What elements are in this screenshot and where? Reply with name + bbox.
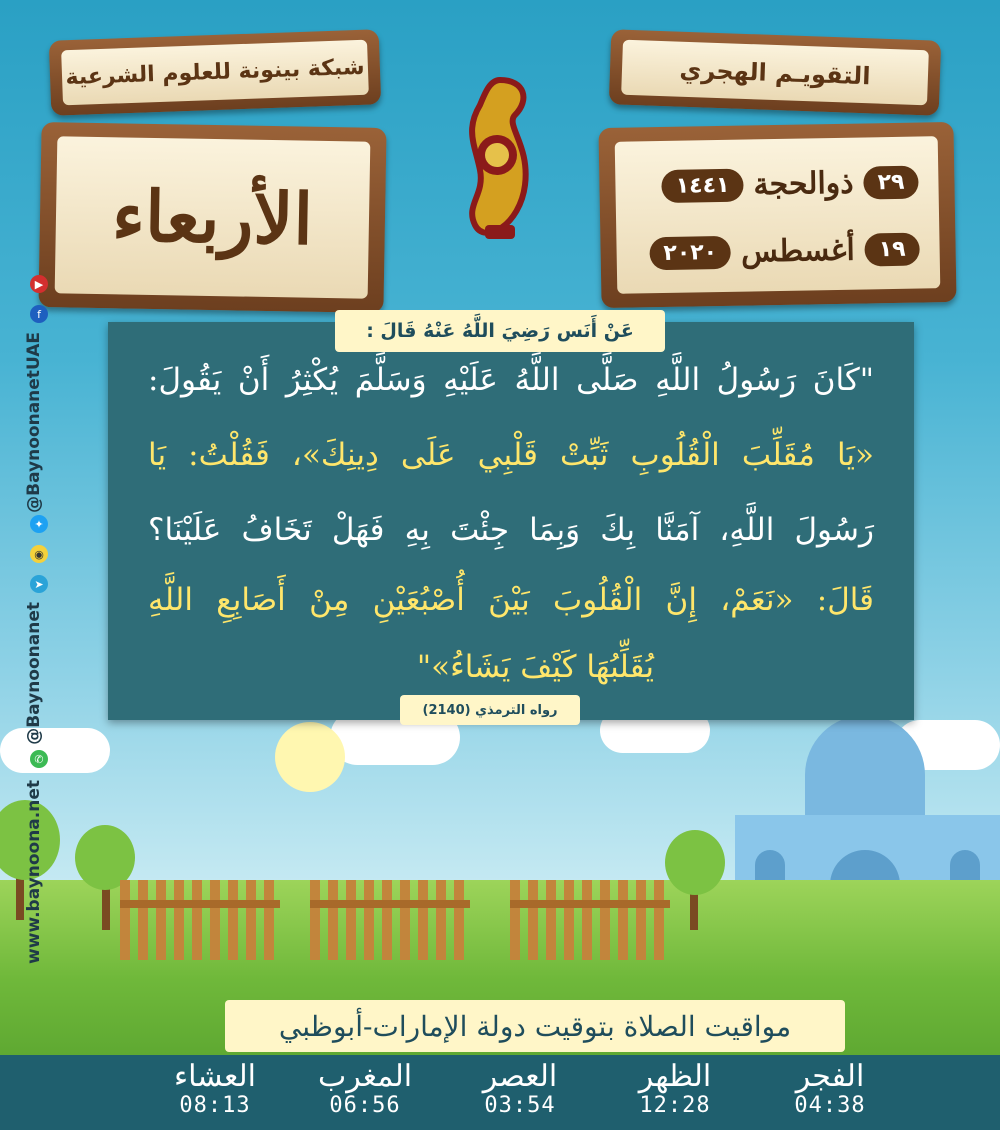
- hadith-line: رَسُولَ اللَّهِ، آمَنَّا بِكَ وَبِمَا جِئْتَ بِهِ فَهَلْ تَخَافُ عَلَيْنَا؟: [148, 512, 874, 548]
- gregorian-month: أغسطس: [740, 232, 856, 270]
- narrator-label: عَنْ أَنَس رَضِيَ اللَّهُ عَنْهُ قَالَ :: [335, 310, 665, 352]
- facebook-icon[interactable]: f: [30, 305, 48, 323]
- prayer-time: 04:38: [794, 1093, 866, 1118]
- gregorian-day: ١٩: [864, 233, 919, 267]
- hadith-line: قَالَ: «نَعَمْ، إِنَّ الْقُلُوبَ بَيْنَ أُصْبُعَيْنِ مِنْ أَصَابِعِ اللَّهِ: [148, 582, 874, 618]
- prayer-dhuhr: [600, 1060, 750, 1118]
- hijri-date: [635, 155, 919, 215]
- prayer-fajr: [755, 1060, 905, 1118]
- prayer-isha: [140, 1060, 290, 1118]
- day-name-sign: [38, 122, 386, 313]
- fence-rail: [310, 900, 470, 908]
- calendar-title-sign: [609, 29, 941, 115]
- hijri-day: ٢٩: [863, 166, 918, 200]
- calendar-title: التقويـم الهجري: [621, 40, 929, 106]
- prayer-name: الفجر: [795, 1059, 865, 1094]
- fence-rail: [510, 900, 670, 908]
- prayer-maghrib: [290, 1060, 440, 1118]
- snapchat-icon[interactable]: ◉: [30, 545, 48, 563]
- prayer-times-title: مواقيت الصلاة بتوقيت دولة الإمارات-أبوظبي: [225, 1000, 845, 1052]
- day-name: الأربعاء: [55, 136, 371, 298]
- telegram-icon[interactable]: ➤: [30, 575, 48, 593]
- fence: [310, 880, 470, 960]
- sun: [275, 722, 345, 792]
- prayer-time: 08:13: [179, 1093, 251, 1118]
- baynoona-logo-icon: [455, 75, 545, 250]
- hadith-line: يُقَلِّبُهَا كَيْفَ يَشَاءُ»": [416, 649, 654, 685]
- hadith-line: "كَانَ رَسُولُ اللَّهِ صَلَّى اللَّهُ عَلَيْهِ وَسَلَّمَ يُكْثِرُ أَنْ يَقُولَ:: [148, 362, 874, 398]
- hadith-line: «يَا مُقَلِّبَ الْقُلُوبِ ثَبِّتْ قَلْبِي عَلَى دِينِكَ»، فَقُلْتُ: يَا: [148, 437, 874, 473]
- hijri-month: ذوالحجة: [753, 165, 854, 203]
- hadith-panel: [108, 322, 914, 720]
- date-sign: [598, 122, 956, 308]
- prayer-name: الظهر: [638, 1059, 712, 1094]
- site-name-sign: [49, 29, 381, 115]
- twitter-icon[interactable]: ✦: [30, 515, 48, 533]
- whatsapp-icon[interactable]: ✆: [30, 750, 48, 768]
- prayer-name: المغرب: [317, 1059, 413, 1094]
- fence-rail: [120, 900, 280, 908]
- gregorian-year: ٢٠٢٠: [649, 236, 731, 270]
- prayer-time: 06:56: [329, 1093, 401, 1118]
- social-handle-top[interactable]: @BaynoonanetUAE: [24, 332, 44, 513]
- fence: [120, 880, 280, 960]
- prayer-asr: [445, 1060, 595, 1118]
- hadith-source: رواه الترمذي (2140): [400, 695, 580, 725]
- youtube-icon[interactable]: ▶: [30, 275, 48, 293]
- site-name: شبكة بينونة للعلوم الشرعية: [61, 40, 369, 106]
- website-link[interactable]: www.baynoona.net: [24, 780, 44, 964]
- gregorian-date: [636, 222, 920, 282]
- social-column: [22, 270, 72, 1020]
- hijri-year: ١٤٤١: [661, 169, 743, 203]
- prayer-name: العشاء: [174, 1059, 256, 1094]
- prayer-name: العصر: [482, 1059, 558, 1094]
- tree: [665, 830, 725, 895]
- social-handle-bottom[interactable]: @Baynoonanet: [24, 602, 44, 745]
- date-paper: [615, 136, 941, 294]
- prayer-time: 03:54: [484, 1093, 556, 1118]
- fence: [510, 880, 670, 960]
- prayer-time: 12:28: [639, 1093, 711, 1118]
